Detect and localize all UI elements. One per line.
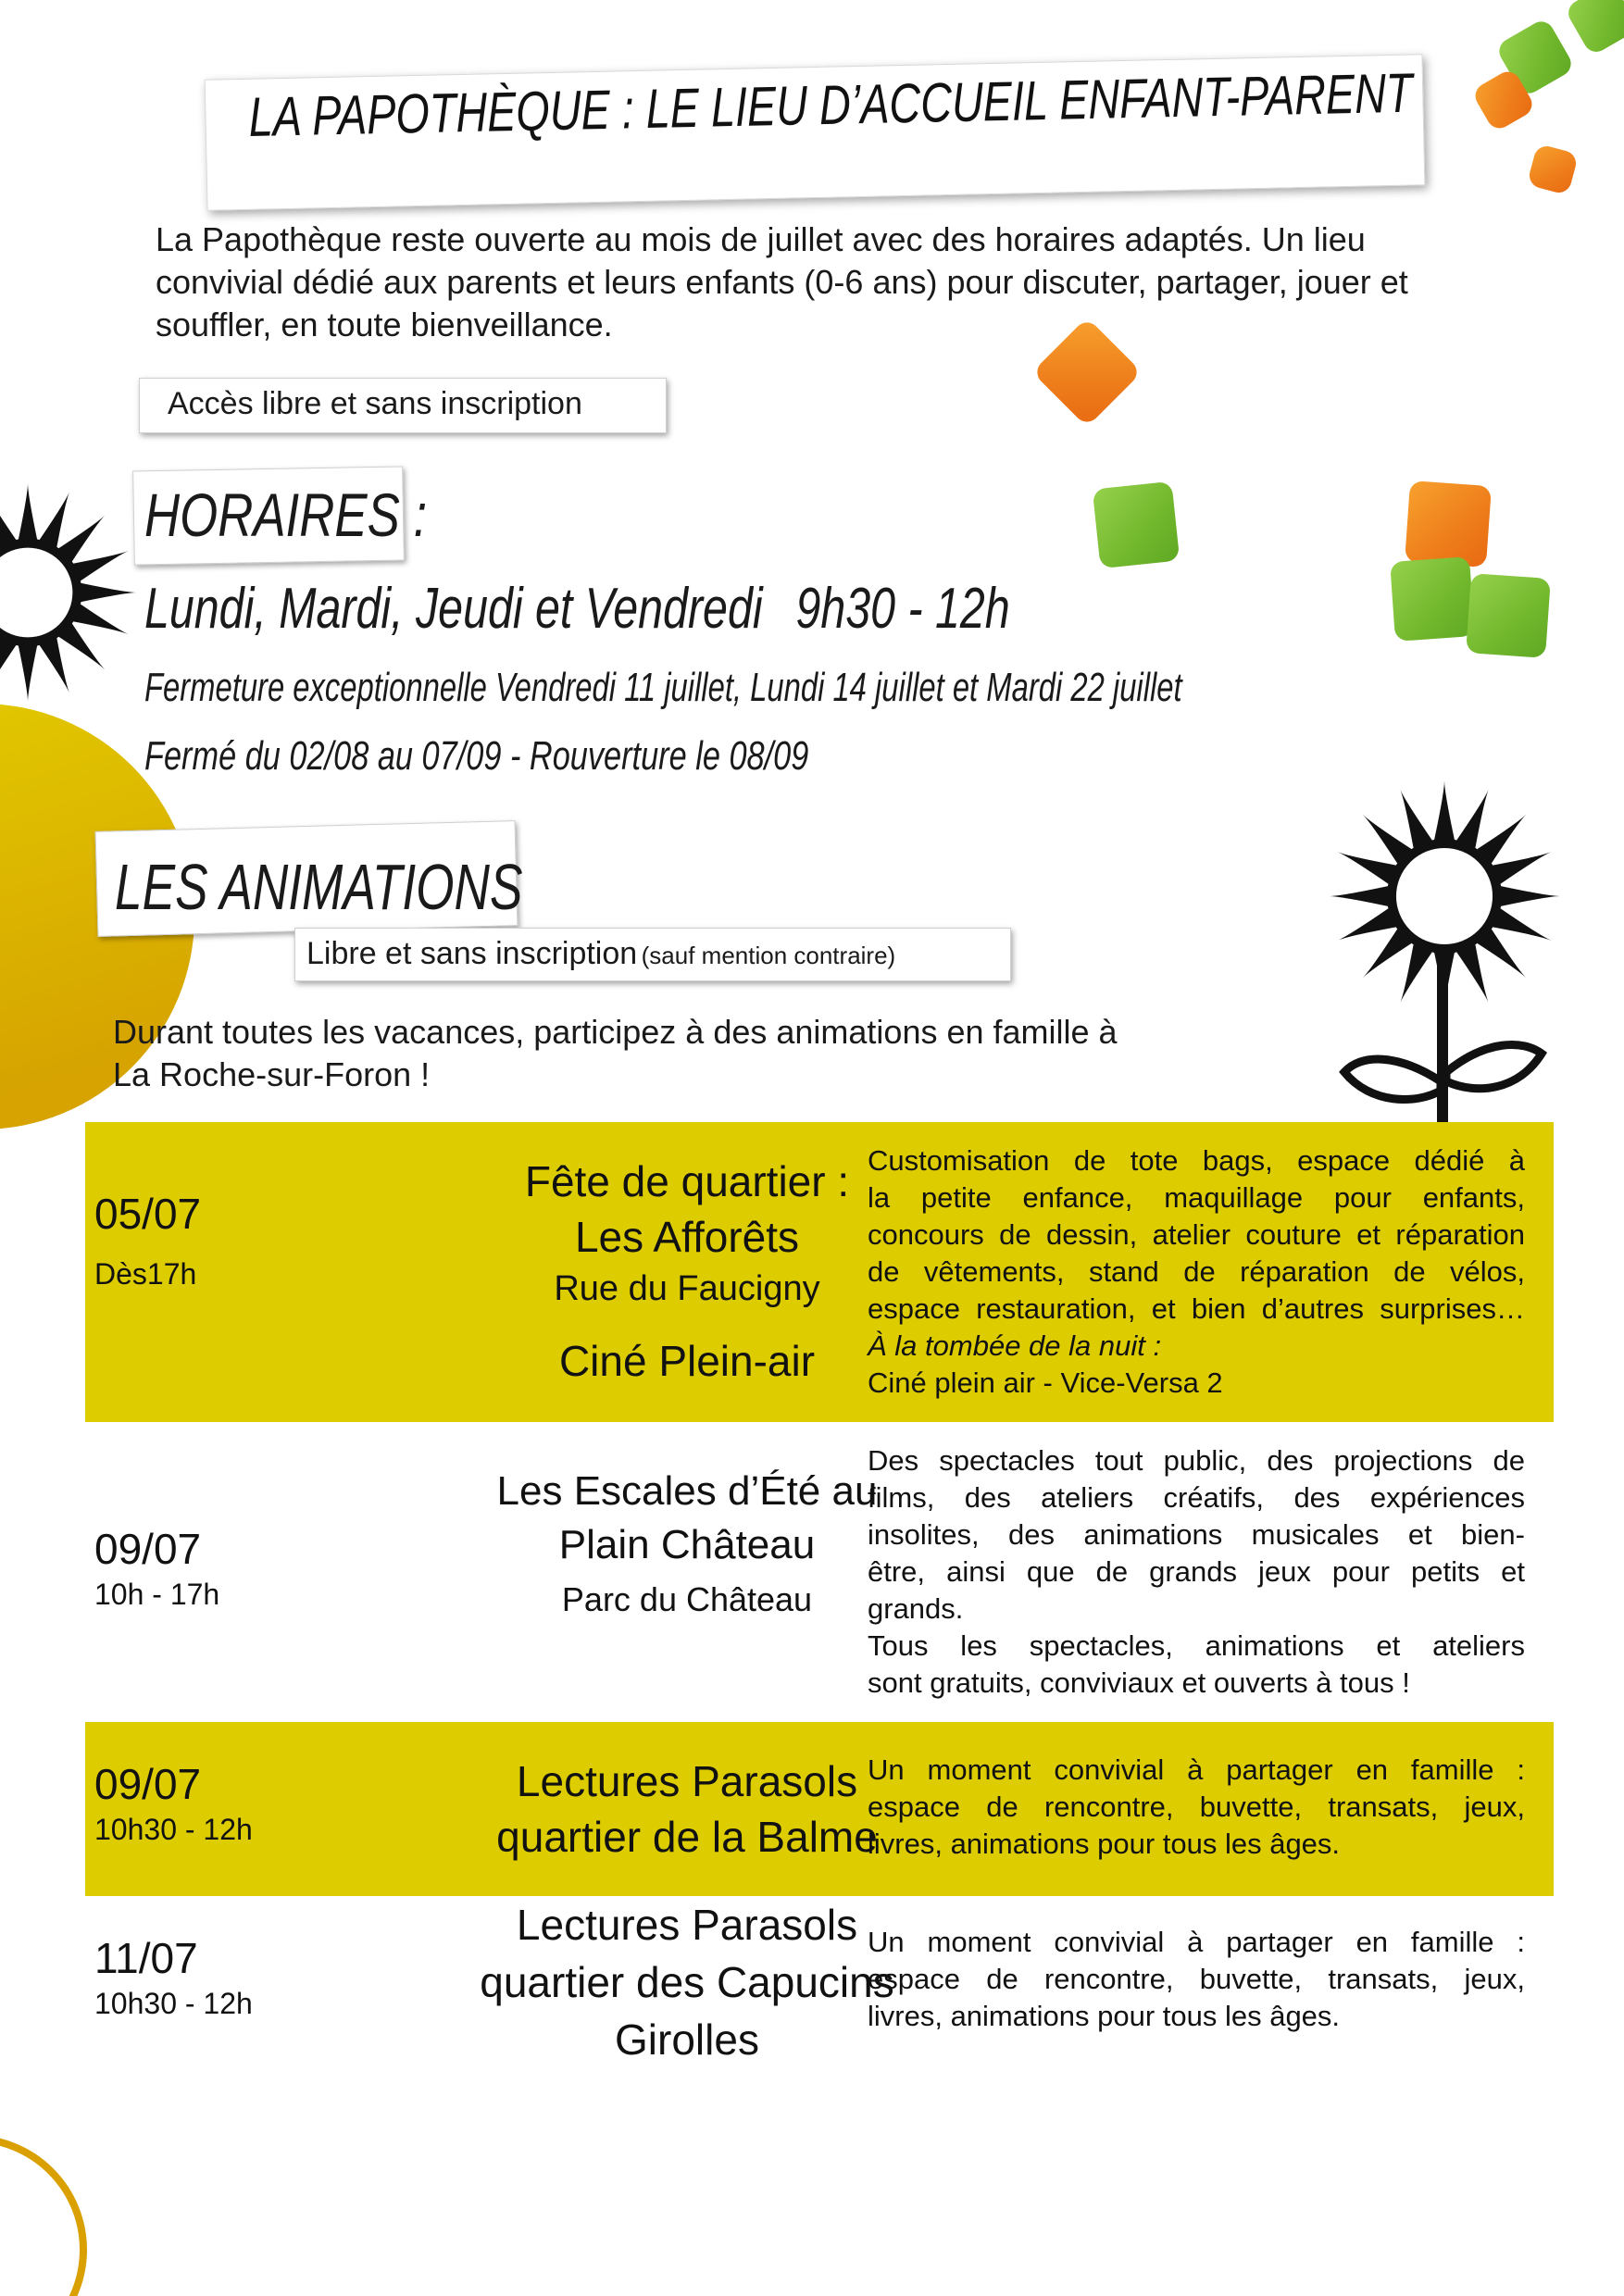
event-desc-line: sont gratuits, conviviaux et ouverts à tous ! (868, 1666, 1410, 1699)
sunflower-petal (73, 551, 129, 581)
horaires-hours: 9h30 - 12h (795, 577, 1010, 641)
event-desc-line: livres, animations pour tous les âges. (868, 1828, 1341, 1860)
intro-line: souffler, en toute bienveillance. (156, 306, 613, 343)
sunflower-petal (0, 638, 17, 693)
event-title-line: Lectures Parasols (516, 1901, 858, 1949)
horaires-summer-close: Fermé du 02/08 au 07/09 - Rouverture le 08/09 (144, 733, 809, 779)
event-description (868, 1442, 1525, 1702)
event-title-line: Girolles (615, 2015, 759, 2064)
horaires-closure: Fermeture exceptionnelle Vendredi 11 juillet, Lundi 14 juillet et Mardi 22 juillet (144, 665, 1182, 710)
event-time: Dès17h (94, 1257, 197, 1291)
event-desc-line: grands. (868, 1592, 964, 1625)
sunflower-petal (81, 583, 137, 602)
animations-sub (306, 936, 895, 972)
sunflower-petal (1400, 790, 1432, 848)
sunflower-petal (1501, 886, 1560, 906)
event-desc-line: Tous les spectacles, animations et ateliers (868, 1629, 1525, 1662)
event-row (85, 1122, 1554, 1422)
animations-sub-box (294, 928, 1011, 981)
sunflower-petal (19, 645, 37, 702)
sunflower-icon (0, 481, 148, 731)
event-desc-line: espace restauration, et bien d’autres surprises… (868, 1292, 1525, 1325)
event-title-line: Lectures Parasols (516, 1757, 858, 1805)
sunflower-petal (1493, 908, 1551, 941)
tile-icon (1390, 556, 1475, 642)
event-desc-line: insolites, des animations musicales et bien- (868, 1518, 1525, 1551)
horaires-days-text: Lundi, Mardi, Jeudi et Vendredi (144, 577, 763, 641)
sunflower-petal (1329, 886, 1388, 906)
event-time: 10h30 - 12h (94, 1987, 253, 2020)
event-extra: Ciné Plein-air (558, 1337, 816, 1385)
animations-intro-line: Durant toutes les vacances, participez à des animations en famille à (113, 1013, 1118, 1051)
animations-sub-label: Libre et sans inscription (306, 936, 638, 971)
event-title-line: quartier des Capucins (480, 1958, 894, 2006)
event-place: Parc du Château (561, 1580, 813, 1618)
event-date: 11/07 (94, 1934, 198, 1982)
animations-heading: LES ANIMATIONS (115, 851, 523, 923)
tile-icon (1405, 480, 1492, 568)
animations-intro-line: La Roche-sur-Foron ! (113, 1055, 431, 1093)
horaires-days (144, 576, 1010, 642)
tile-icon (1466, 573, 1551, 658)
event-desc-line: la petite enfance, maquillage pour enfants, (868, 1181, 1525, 1214)
sunflower-petal (0, 492, 17, 547)
event-date: 09/07 (94, 1525, 202, 1573)
intro-line: convivial dédié aux parents et leurs enfants (0-6 ans) pour discuter, partager, jouer et (156, 263, 1408, 301)
horaires-heading: HORAIRES : (144, 480, 428, 549)
sunflower-petal (39, 638, 69, 693)
access-label: Accès libre et sans inscription (168, 386, 582, 421)
event-desc-tail: Ciné plein air - Vice-Versa 2 (868, 1366, 1223, 1399)
event-desc-line: livres, animations pour tous les âges. (868, 2000, 1341, 2032)
sunflower-petal (1493, 852, 1551, 884)
sunflower-petal (19, 483, 37, 540)
event-desc-line: de vêtements, stand de réparation de vélos, (868, 1255, 1525, 1288)
event-desc-line: concours de dessin, atelier couture et réparation (868, 1218, 1525, 1251)
intro-line: La Papothèque reste ouverte au mois de juillet avec des horaires adaptés. Un lieu (156, 220, 1366, 258)
sunflower-center (1392, 843, 1497, 949)
event-row (85, 1896, 1554, 2081)
event-time: 10h30 - 12h (94, 1813, 253, 1846)
intro-paragraph (156, 218, 1517, 346)
sunflower-petal (1456, 944, 1489, 1003)
sunflower-center (0, 543, 77, 643)
event-description (868, 1924, 1525, 2035)
event-place: Rue du Faucigny (554, 1269, 820, 1308)
access-label-box (139, 378, 667, 433)
sunflower-icon (1324, 776, 1565, 1128)
sunflower-petal (1338, 852, 1396, 884)
event-desc-line: espace de rencontre, buvette, transats, jeux, (868, 1791, 1525, 1823)
event-title-line: Fête de quartier : (524, 1157, 850, 1205)
event-desc-line: Des spectacles tout public, des projections de (868, 1444, 1525, 1477)
animations-sub-note: (sauf mention contraire) (641, 942, 896, 969)
sunflower-petal (39, 492, 69, 547)
sunflower-petal (1338, 908, 1396, 941)
event-desc-italic: À la tombée de la nuit : (868, 1329, 1162, 1362)
event-title-line: quartier de la Balme (496, 1813, 878, 1861)
page-title: LA PAPOTHÈQUE : LE LIEU D’ACCUEIL ENFANT-PARENT (248, 61, 1414, 148)
event-desc-line: être, ainsi que de grands jeux pour petits et (868, 1555, 1525, 1588)
event-row (85, 1422, 1554, 1722)
event-title-line: Plain Château (558, 1522, 816, 1567)
sunflower-petal (1456, 790, 1489, 848)
tile-icon (1093, 481, 1181, 569)
event-description (868, 1752, 1525, 1863)
event-desc-line: films, des ateliers créatifs, des expériences (868, 1481, 1525, 1514)
event-desc-line: Customisation de tote bags, espace dédié à (868, 1144, 1525, 1177)
animations-intro (113, 1011, 1118, 1096)
event-title-line: Les Afforêts (574, 1213, 800, 1261)
event-desc-line: espace de rencontre, buvette, transats, jeux, (868, 1963, 1525, 1995)
event-date: 05/07 (94, 1190, 202, 1238)
sunflower-petal (1400, 944, 1432, 1003)
event-desc-line: Un moment convivial à partager en famille : (868, 1753, 1525, 1786)
event-row (85, 1722, 1554, 1896)
event-time: 10h - 17h (94, 1578, 220, 1611)
event-desc-line: Un moment convivial à partager en famille : (868, 1926, 1525, 1958)
sunflower-petal (1434, 780, 1455, 840)
event-description (868, 1142, 1525, 1402)
event-title-line: Les Escales d’Été au (496, 1468, 878, 1514)
sunflower-petal (73, 604, 129, 634)
event-date: 09/07 (94, 1760, 202, 1808)
